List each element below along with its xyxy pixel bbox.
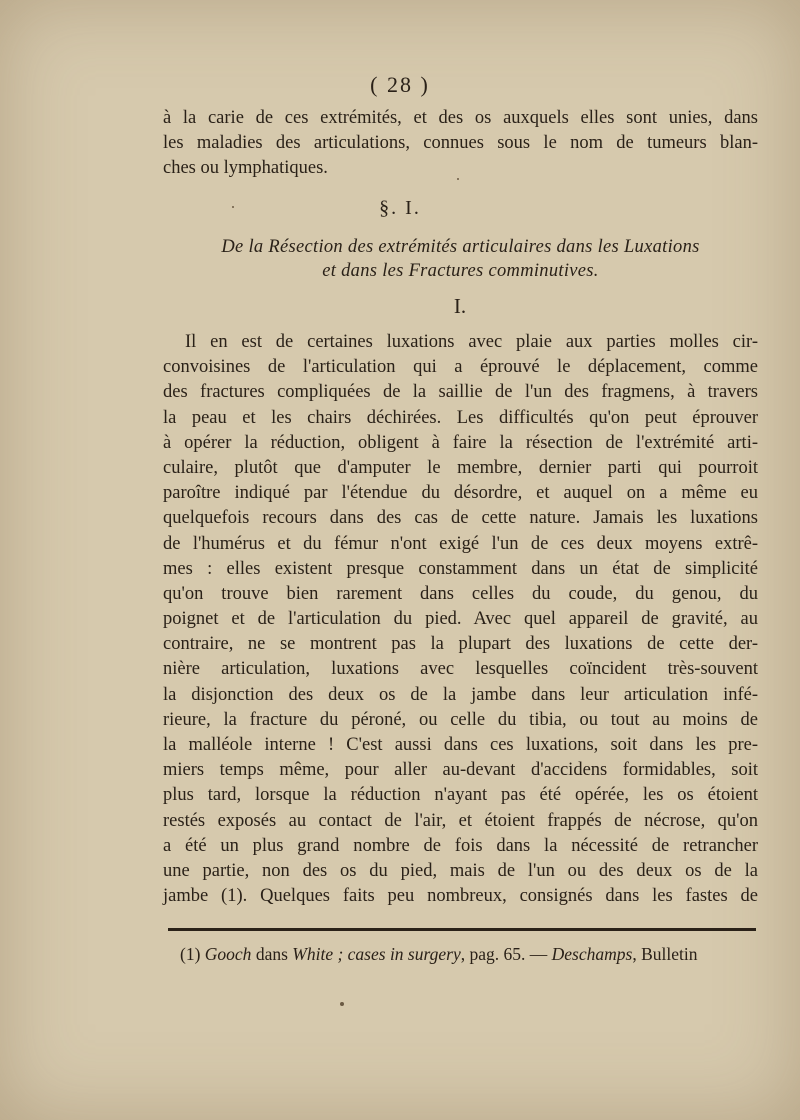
text-line: ches ou lymphatiques.: [163, 158, 328, 179]
text-line: quelquefois recours dans des cas de cette nature. Jamais les luxations: [163, 508, 758, 529]
section-heading: §. I.: [379, 197, 421, 219]
text-line: de l'humérus et du fémur n'ont exigé l'un de ces deux moyens extrê-: [163, 533, 758, 554]
paper-speck: [232, 206, 234, 208]
text-line: restés exposés au contact de l'air, et étoient frappés de nécrose, qu'on: [163, 810, 758, 831]
text-line: une partie, non des os du pied, mais de l'un ou des deux os de la: [163, 860, 758, 881]
section-title-line: De la Résection des extrémités articulaires dans les Luxations: [221, 237, 700, 257]
intro-paragraph: [163, 106, 758, 182]
text-line: paroître indiqué par l'étendue du désordre, et auquel on a même eu: [163, 483, 758, 504]
footnote-tail: , Bulletin: [632, 944, 698, 964]
footnote-connector: dans: [255, 944, 288, 964]
text-line: des fractures compliquées de la saillie de l'un des fragmens, à travers: [163, 382, 758, 403]
text-line: mes : elles existent presque constamment dans un état de simplicité: [163, 558, 758, 579]
footnote-marker: (1): [180, 944, 201, 964]
page-number: ( 28 ): [370, 72, 430, 97]
footnote-work-title: White ; cases in surgery: [292, 944, 461, 964]
footnote-divider: [168, 928, 756, 931]
footnote-author: Gooch: [204, 944, 252, 964]
footnote-page-ref: , pag. 65. —: [460, 944, 552, 964]
paper-speck: [340, 1002, 344, 1006]
footnote-author: Deschamps: [551, 944, 633, 964]
main-paragraph: [163, 330, 758, 909]
text-line: rieure, la fracture du péroné, ou celle du tibia, ou tout au moins de: [163, 709, 758, 730]
text-line: jambe (1). Quelques faits peu nombreux, consignés dans les fastes de: [163, 886, 758, 907]
section-title-line: et dans les Fractures comminutives.: [322, 261, 599, 281]
text-line: a été un plus grand nombre de fois dans la nécessité de retrancher: [163, 835, 758, 856]
text-line: nière articulation, luxations avec lesquelles coïncident très-souvent: [163, 659, 758, 680]
text-line: culaire, plutôt que d'amputer le membre, dernier parti qui pourroit: [163, 457, 758, 478]
text-line: qu'on trouve bien rarement dans celles du coude, du genou, du: [163, 583, 758, 604]
footnote: [180, 944, 758, 965]
subsection-number: I.: [453, 294, 467, 318]
text-line: convoisines de l'articulation qui a éprouvé le déplacement, comme: [163, 357, 758, 378]
text-line: Il en est de certaines luxations avec plaie aux parties molles cir-: [185, 332, 758, 352]
text-line: la disjonction des deux os de la jambe dans leur articulation infé-: [163, 684, 758, 705]
text-line: contraire, ne se montrent pas la plupart des luxations de cette der-: [163, 634, 758, 655]
text-line: la malléole interne ! C'est aussi dans ces luxations, soit dans les pre-: [163, 735, 758, 755]
text-line: les maladies des articulations, connues sous le nom de tumeurs blan-: [163, 133, 758, 154]
text-line: miers temps même, pour aller au-devant d'accidens formidables, soit: [163, 760, 758, 781]
text-line: plus tard, lorsque la réduction n'ayant pas été opérée, les os étoient: [163, 785, 758, 806]
text-line: poignet et de l'articulation du pied. Avec quel appareil de gravité, au: [163, 609, 758, 630]
section-title: [163, 235, 758, 283]
text-line: à opérer la réduction, obligent à faire la résection de l'extrémité arti-: [163, 432, 758, 453]
text-line: la peau et les chairs déchirées. Les difficultés qu'on peut éprouver: [163, 407, 758, 428]
text-line: à la carie de ces extrémités, et des os auxquels elles sont unies, dans: [163, 108, 758, 128]
paper-speck: [457, 178, 459, 180]
